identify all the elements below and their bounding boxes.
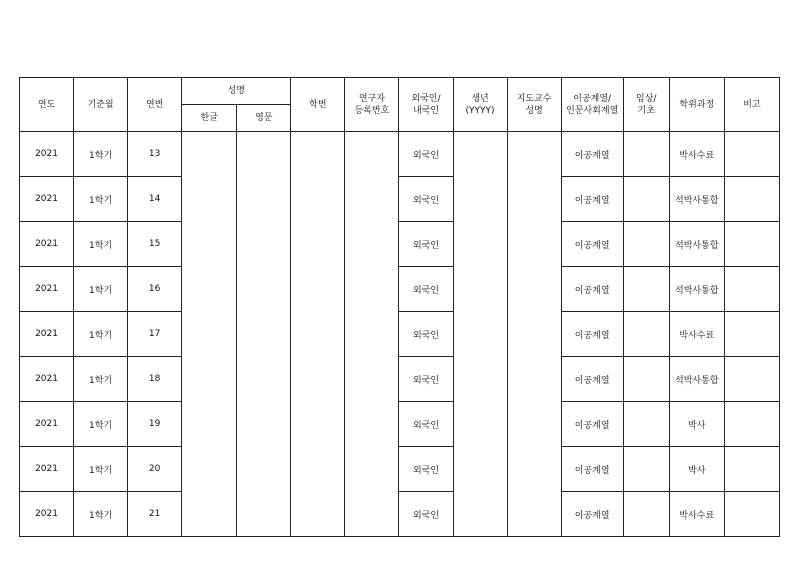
cell-field: 이공계열 bbox=[561, 402, 623, 447]
header-clinical-line1: 임상/ bbox=[636, 93, 657, 104]
cell-clinical bbox=[623, 357, 669, 402]
header-field-line2: 인문사회계열 bbox=[566, 105, 619, 116]
cell-seq: 20 bbox=[128, 447, 182, 492]
cell-name-korean bbox=[182, 132, 237, 177]
header-researcher-reg bbox=[345, 78, 399, 132]
header-remarks: 비고 bbox=[724, 78, 779, 132]
cell-advisor bbox=[507, 312, 561, 357]
cell-term: 1학기 bbox=[74, 222, 128, 267]
cell-student-id bbox=[291, 447, 345, 492]
header-foreigner bbox=[399, 78, 453, 132]
cell-year: 2021 bbox=[20, 132, 74, 177]
cell-field: 이공계열 bbox=[561, 267, 623, 312]
cell-researcher-reg bbox=[345, 222, 399, 267]
cell-student-id bbox=[291, 492, 345, 537]
cell-degree: 석박사통합 bbox=[669, 267, 724, 312]
cell-name-english bbox=[237, 447, 291, 492]
cell-clinical bbox=[623, 447, 669, 492]
cell-birth-year bbox=[453, 222, 507, 267]
cell-birth-year bbox=[453, 132, 507, 177]
header-foreigner-line2: 내국인 bbox=[412, 105, 440, 116]
cell-student-id bbox=[291, 357, 345, 402]
cell-field: 이공계열 bbox=[561, 357, 623, 402]
cell-remarks bbox=[724, 402, 779, 447]
cell-name-english bbox=[237, 357, 291, 402]
cell-nationality: 외국인 bbox=[399, 267, 453, 312]
header-clinical bbox=[623, 78, 669, 132]
cell-advisor bbox=[507, 402, 561, 447]
cell-birth-year bbox=[453, 357, 507, 402]
cell-clinical bbox=[623, 402, 669, 447]
cell-clinical bbox=[623, 222, 669, 267]
header-birth-line1: 생년 bbox=[471, 93, 489, 104]
cell-field: 이공계열 bbox=[561, 312, 623, 357]
cell-remarks bbox=[724, 132, 779, 177]
cell-term: 1학기 bbox=[74, 447, 128, 492]
cell-clinical bbox=[623, 132, 669, 177]
table-row bbox=[20, 357, 780, 402]
cell-clinical bbox=[623, 177, 669, 222]
cell-nationality: 외국인 bbox=[399, 357, 453, 402]
cell-name-english bbox=[237, 492, 291, 537]
cell-birth-year bbox=[453, 267, 507, 312]
header-name-english: 영문 bbox=[237, 105, 291, 132]
cell-remarks bbox=[724, 447, 779, 492]
cell-remarks bbox=[724, 267, 779, 312]
cell-name-korean bbox=[182, 222, 237, 267]
cell-name-english bbox=[237, 312, 291, 357]
cell-degree: 박사수료 bbox=[669, 312, 724, 357]
cell-student-id bbox=[291, 222, 345, 267]
cell-researcher-reg bbox=[345, 312, 399, 357]
header-birth-year bbox=[453, 78, 507, 132]
cell-name-korean bbox=[182, 492, 237, 537]
cell-degree: 박사수료 bbox=[669, 492, 724, 537]
table-row bbox=[20, 132, 780, 177]
cell-name-english bbox=[237, 177, 291, 222]
table-row bbox=[20, 402, 780, 447]
cell-researcher-reg bbox=[345, 177, 399, 222]
cell-advisor bbox=[507, 222, 561, 267]
header-field-line1: 이공계열/ bbox=[573, 93, 612, 104]
table-row bbox=[20, 312, 780, 357]
header-field bbox=[561, 78, 623, 132]
cell-nationality: 외국인 bbox=[399, 177, 453, 222]
cell-advisor bbox=[507, 132, 561, 177]
cell-name-english bbox=[237, 402, 291, 447]
cell-name-korean bbox=[182, 357, 237, 402]
header-foreigner-line1: 외국인/ bbox=[411, 93, 441, 104]
cell-seq: 21 bbox=[128, 492, 182, 537]
cell-researcher-reg bbox=[345, 447, 399, 492]
cell-remarks bbox=[724, 177, 779, 222]
table-header bbox=[20, 78, 780, 132]
cell-researcher-reg bbox=[345, 492, 399, 537]
header-row bbox=[20, 78, 780, 105]
cell-advisor bbox=[507, 447, 561, 492]
cell-name-english bbox=[237, 132, 291, 177]
table-row bbox=[20, 177, 780, 222]
cell-researcher-reg bbox=[345, 132, 399, 177]
cell-seq: 13 bbox=[128, 132, 182, 177]
cell-student-id bbox=[291, 267, 345, 312]
cell-birth-year bbox=[453, 312, 507, 357]
cell-term: 1학기 bbox=[74, 312, 128, 357]
cell-seq: 18 bbox=[128, 357, 182, 402]
cell-clinical bbox=[623, 312, 669, 357]
cell-year: 2021 bbox=[20, 447, 74, 492]
table-row bbox=[20, 222, 780, 267]
cell-advisor bbox=[507, 492, 561, 537]
cell-student-id bbox=[291, 402, 345, 447]
cell-term: 1학기 bbox=[74, 357, 128, 402]
cell-name-korean bbox=[182, 447, 237, 492]
header-year: 연도 bbox=[20, 78, 74, 132]
cell-birth-year bbox=[453, 177, 507, 222]
header-name-korean: 한글 bbox=[182, 105, 237, 132]
cell-degree: 박사 bbox=[669, 447, 724, 492]
cell-remarks bbox=[724, 357, 779, 402]
cell-nationality: 외국인 bbox=[399, 132, 453, 177]
cell-degree: 석박사통합 bbox=[669, 357, 724, 402]
cell-year: 2021 bbox=[20, 267, 74, 312]
cell-nationality: 외국인 bbox=[399, 402, 453, 447]
cell-name-korean bbox=[182, 312, 237, 357]
cell-name-english bbox=[237, 267, 291, 312]
header-student-id: 학번 bbox=[291, 78, 345, 132]
cell-seq: 15 bbox=[128, 222, 182, 267]
cell-student-id bbox=[291, 177, 345, 222]
cell-term: 1학기 bbox=[74, 177, 128, 222]
table-body bbox=[20, 132, 780, 537]
cell-year: 2021 bbox=[20, 402, 74, 447]
cell-seq: 19 bbox=[128, 402, 182, 447]
cell-advisor bbox=[507, 357, 561, 402]
cell-researcher-reg bbox=[345, 402, 399, 447]
cell-degree: 박사 bbox=[669, 402, 724, 447]
cell-nationality: 외국인 bbox=[399, 492, 453, 537]
cell-researcher-reg bbox=[345, 357, 399, 402]
header-researcher-reg-line2: 등록번호 bbox=[354, 105, 390, 116]
cell-advisor bbox=[507, 267, 561, 312]
cell-name-english bbox=[237, 222, 291, 267]
cell-nationality: 외국인 bbox=[399, 312, 453, 357]
cell-name-korean bbox=[182, 177, 237, 222]
student-roster-table bbox=[19, 77, 780, 537]
cell-year: 2021 bbox=[20, 492, 74, 537]
cell-student-id bbox=[291, 312, 345, 357]
cell-birth-year bbox=[453, 402, 507, 447]
cell-seq: 17 bbox=[128, 312, 182, 357]
cell-remarks bbox=[724, 312, 779, 357]
cell-field: 이공계열 bbox=[561, 447, 623, 492]
header-seq: 연번 bbox=[128, 78, 182, 132]
cell-name-korean bbox=[182, 267, 237, 312]
header-base-month: 기준월 bbox=[74, 78, 128, 132]
cell-seq: 16 bbox=[128, 267, 182, 312]
cell-year: 2021 bbox=[20, 177, 74, 222]
cell-year: 2021 bbox=[20, 222, 74, 267]
table-row bbox=[20, 447, 780, 492]
cell-term: 1학기 bbox=[74, 267, 128, 312]
cell-degree: 박사수료 bbox=[669, 132, 724, 177]
cell-remarks bbox=[724, 492, 779, 537]
header-advisor bbox=[507, 78, 561, 132]
cell-term: 1학기 bbox=[74, 132, 128, 177]
cell-term: 1학기 bbox=[74, 402, 128, 447]
cell-birth-year bbox=[453, 447, 507, 492]
cell-degree: 석박사통합 bbox=[669, 222, 724, 267]
cell-seq: 14 bbox=[128, 177, 182, 222]
cell-remarks bbox=[724, 222, 779, 267]
cell-degree: 석박사통합 bbox=[669, 177, 724, 222]
cell-nationality: 외국인 bbox=[399, 447, 453, 492]
cell-researcher-reg bbox=[345, 267, 399, 312]
cell-field: 이공계열 bbox=[561, 492, 623, 537]
header-advisor-line2: 성명 bbox=[525, 105, 543, 116]
header-researcher-reg-line1: 연구자 bbox=[358, 93, 385, 104]
cell-advisor bbox=[507, 177, 561, 222]
cell-field: 이공계열 bbox=[561, 132, 623, 177]
cell-birth-year bbox=[453, 492, 507, 537]
header-advisor-line1: 지도교수 bbox=[516, 93, 552, 104]
cell-student-id bbox=[291, 132, 345, 177]
cell-field: 이공계열 bbox=[561, 177, 623, 222]
cell-name-korean bbox=[182, 402, 237, 447]
cell-year: 2021 bbox=[20, 312, 74, 357]
header-birth-line2: (YYYY) bbox=[465, 105, 495, 116]
cell-year: 2021 bbox=[20, 357, 74, 402]
cell-field: 이공계열 bbox=[561, 222, 623, 267]
header-name: 성명 bbox=[182, 78, 291, 105]
table-row bbox=[20, 492, 780, 537]
header-clinical-line2: 기초 bbox=[637, 105, 655, 116]
cell-nationality: 외국인 bbox=[399, 222, 453, 267]
cell-clinical bbox=[623, 492, 669, 537]
table-row bbox=[20, 267, 780, 312]
cell-clinical bbox=[623, 267, 669, 312]
cell-term: 1학기 bbox=[74, 492, 128, 537]
header-degree: 학위과정 bbox=[669, 78, 724, 132]
